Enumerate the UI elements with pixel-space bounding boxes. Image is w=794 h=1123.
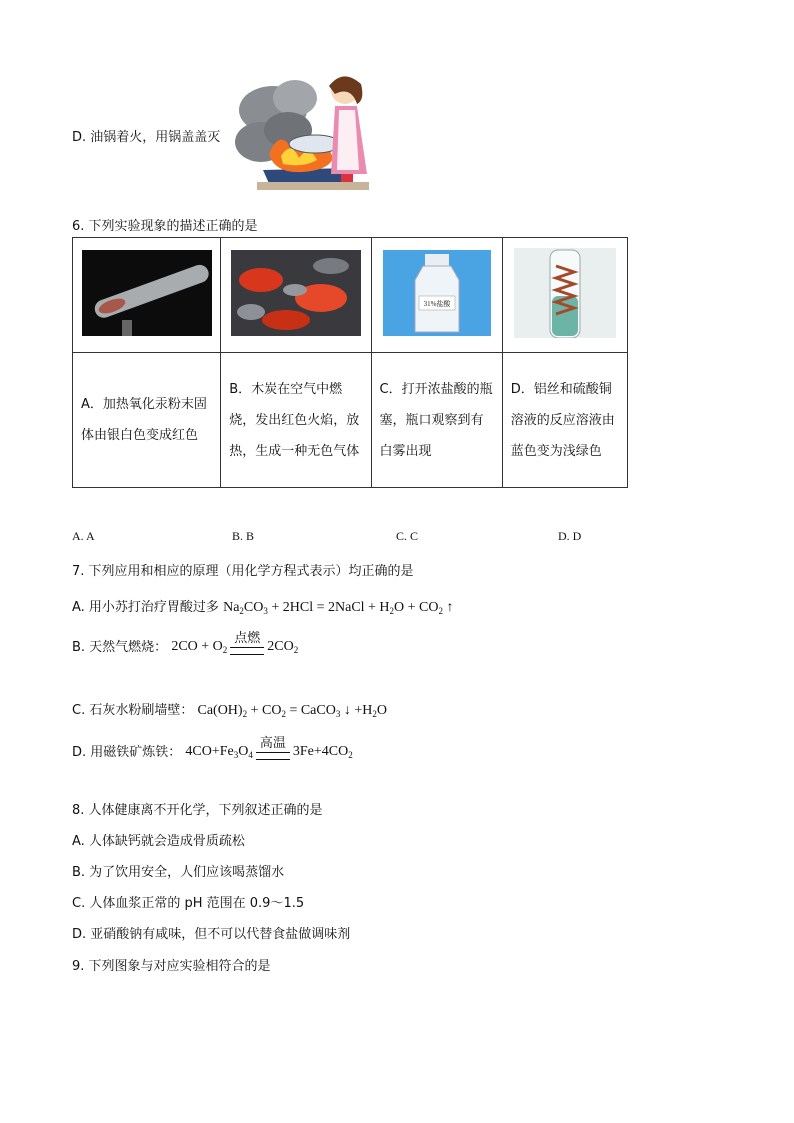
q6-table xyxy=(72,237,628,488)
q6-stem: 6. 下列实验现象的描述正确的是 xyxy=(72,219,258,234)
burning-charcoal-photo xyxy=(231,250,361,336)
q7-b-reactants: $2CO + O_2$ xyxy=(171,639,228,655)
q6-cell-d: D．铝丝和硫酸铜溶液的反应溶液由蓝色变为浅绿色 xyxy=(502,353,627,488)
q7-b-condition xyxy=(230,632,264,655)
q6-cell-b: B．木炭在空气中燃烧，发出红色火焰，放热，生成一种无色气体 xyxy=(221,353,371,488)
q7-d-reactants: $4CO+Fe_3O_4$ xyxy=(185,744,253,760)
q6-choice-a: A. A xyxy=(72,529,95,543)
q5-option-d: D. 油锅着火，用锅盖盖灭 xyxy=(72,130,221,145)
q6-cell-a: A．加热氧化汞粉末固体由银白色变成红色 xyxy=(73,353,221,488)
test-tube-heating-photo xyxy=(82,250,212,336)
q7-a-equation: $Na_2CO_3 + 2HCl$ = 2NaCl + $H_2O + CO_2$ ↑ xyxy=(223,600,454,616)
aluminum-wire-test-tube-photo xyxy=(514,248,616,338)
q7-option-a xyxy=(72,596,454,616)
q7-d-condition xyxy=(256,737,290,760)
q7-b-products: $2CO_2$ xyxy=(267,639,299,655)
q8-option-a: A. 人体缺钙就会造成骨质疏松 xyxy=(72,834,245,849)
q7-d-label: D. 用磁铁矿炼铁： xyxy=(72,745,182,760)
q6-choice-d: D. D xyxy=(558,529,582,543)
q6-image-a-cell xyxy=(73,238,221,353)
q6-image-b-cell xyxy=(221,238,371,353)
q8-stem: 8. 人体健康离不开化学，下列叙述正确的是 xyxy=(72,803,323,818)
q9-stem: 9. 下列图象与对应实验相符合的是 xyxy=(72,959,271,974)
bottle-label: 31%盐酸 xyxy=(423,300,451,308)
q6-choice-c: C. C xyxy=(396,529,419,543)
q8-option-d: D. 亚硝酸钠有咸味，但不可以代替食盐做调味剂 xyxy=(72,927,351,942)
q7-b-condition-text: 点燃 xyxy=(234,631,261,646)
q7-option-c xyxy=(72,699,387,719)
q7-option-d xyxy=(72,737,353,760)
q7-option-b xyxy=(72,632,298,655)
q7-b-label: B. 天然气燃烧： xyxy=(72,640,168,655)
q6-image-d-cell xyxy=(502,238,627,353)
q7-d-products: $3Fe+4CO_2$ xyxy=(292,744,353,760)
hydrochloric-acid-bottle-photo xyxy=(383,250,491,336)
q8-option-c: C. 人体血浆正常的 pH 范围在 0.9～1.5 xyxy=(72,896,305,911)
q7-d-condition-text: 高温 xyxy=(259,736,286,751)
q6-cell-c: C．打开浓盐酸的瓶塞，瓶口观察到有白雾出现 xyxy=(371,353,502,488)
q7-c-label: C. 石灰水粉刷墙壁： xyxy=(72,703,194,718)
q7-stem: 7. 下列应用和相应的原理（用化学方程式表示）均正确的是 xyxy=(72,564,414,579)
q7-c-equation: $Ca(OH)_2 + CO_2$ = CaCO$_3$ ↓ $+H_2O$ xyxy=(197,703,387,719)
q7-a-label: A. 用小苏打治疗胃酸过多 xyxy=(72,600,219,615)
q8-option-b: B. 为了饮用安全，人们应该喝蒸馏水 xyxy=(72,865,285,880)
q6-choice-b: B. B xyxy=(232,529,255,543)
cooking-fire-illustration xyxy=(233,70,381,196)
q6-image-c-cell xyxy=(371,238,502,353)
